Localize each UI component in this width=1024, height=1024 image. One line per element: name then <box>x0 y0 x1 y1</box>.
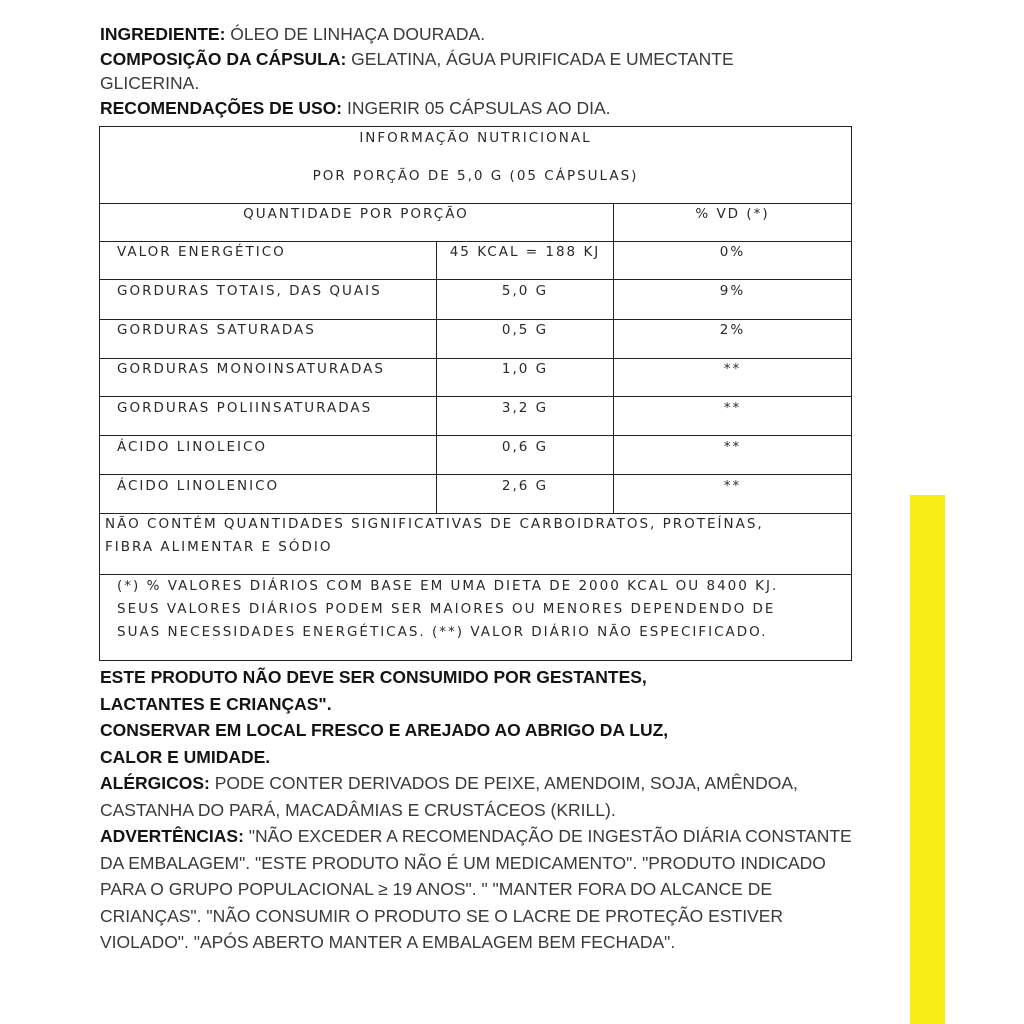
advertencias-label: ADVERTÊNCIAS: <box>100 826 244 846</box>
nutrient-qty: 3,2 G <box>501 400 549 416</box>
nutrition-portion: POR PORÇÃO DE 5,0 G (05 CÁPSULAS) <box>312 168 639 184</box>
composicao-text: GELATINA, ÁGUA PURIFICADA E UMECTANTE GLICERINA. <box>100 48 734 93</box>
recomendacoes-text: INGERIR 05 CÁPSULAS AO DIA. <box>342 97 611 118</box>
nutrient-vd: 2% <box>719 322 746 338</box>
ingredients-block <box>100 22 860 120</box>
nutrient-qty: 0,6 G <box>501 439 549 455</box>
nutrient-vd: 0% <box>719 244 746 260</box>
advertencias-paragraph <box>100 823 860 956</box>
footnote-line2: SEUS VALORES DIÁRIOS PODEM SER MAIORES OU MENORES DEPENDENDO DE <box>117 601 776 617</box>
nutrient-vd: ** <box>723 400 742 416</box>
nutrient-qty: 2,6 G <box>501 478 549 494</box>
nutrient-name: GORDURAS SATURADAS <box>117 322 316 338</box>
nutrient-name: ÁCIDO LINOLENICO <box>117 478 280 494</box>
nutrient-vd: ** <box>723 361 742 377</box>
alergicos-paragraph <box>100 770 860 823</box>
nutrient-name: ÁCIDO LINOLEICO <box>117 439 268 455</box>
nutrient-vd: ** <box>723 439 742 455</box>
header-quantity: QUANTIDADE POR PORÇÃO <box>243 206 469 222</box>
header-vd: % VD (*) <box>695 206 770 222</box>
footnote-line3-text: SUAS NECESSIDADES ENERGÉTICAS. <box>117 624 426 640</box>
nutrient-qty: 45 KCAL = 188 KJ <box>449 244 601 260</box>
nutrient-name: VALOR ENERGÉTICO <box>117 244 286 260</box>
recomendacoes-line <box>100 96 860 121</box>
nutrient-name: GORDURAS MONOINSATURADAS <box>117 361 385 377</box>
nutrient-qty: 1,0 G <box>501 361 549 377</box>
warning-pregnant-line2: LACTANTES E CRIANÇAS". <box>100 693 332 714</box>
ingrediente-label: INGREDIENTE: <box>100 24 226 44</box>
nutrition-table <box>99 126 852 661</box>
nutrient-qty: 0,5 G <box>501 322 549 338</box>
alergicos-label: ALÉRGICOS: <box>100 773 210 793</box>
nutrition-note-line1: NÃO CONTÉM QUANTIDADES SIGNIFICATIVAS DE CARBOIDRATOS, PROTEÍNAS, <box>105 516 764 532</box>
yellow-accent-bar <box>910 495 945 1024</box>
ingrediente-line <box>100 22 860 47</box>
alergicos-text: PODE CONTER DERIVADOS DE PEIXE, AMENDOIM, SOJA, AMÊNDOA, CASTANHA DO PARÁ, MACADÂMIAS E CRUSTÁCEOS (KRILL). <box>100 773 798 820</box>
advertencias-text: "NÃO EXCEDER A RECOMENDAÇÃO DE INGESTÃO DIÁRIA CONSTANTE DA EMBALAGEM". "ESTE PRODUTO NÃO É UM MEDICAMENTO". "PRODUTO INDICADO PARA O GRUPO POPULACIONAL ≥ 19 ANOS". " "MANTER FORA DO ALCANCE DE CRIANÇAS". "NÃO CONSUMIR O PRODUTO SE O LACRE DE PROTEÇÃO ESTIVER VIOLADO". "APÓS ABERTO MANTER A EMBALAGEM BEM FECHADA". <box>100 826 852 952</box>
storage-line2: CALOR E UMIDADE. <box>100 746 271 767</box>
nutrition-title: INFORMAÇÃO NUTRICIONAL <box>359 130 592 146</box>
nutrient-qty: 5,0 G <box>501 283 549 299</box>
nutrient-name: GORDURAS POLIINSATURADAS <box>117 400 373 416</box>
warning-pregnant-line1: ESTE PRODUTO NÃO DEVE SER CONSUMIDO POR GESTANTES, <box>100 667 647 687</box>
ingrediente-text: ÓLEO DE LINHAÇA DOURADA. <box>225 24 486 44</box>
composicao-label: COMPOSIÇÃO DA CÁPSULA: <box>100 48 347 69</box>
recomendacoes-label: RECOMENDAÇÕES DE USO: <box>100 97 343 118</box>
nutrition-note-line2: FIBRA ALIMENTAR E SÓDIO <box>105 539 333 555</box>
nutrient-vd: 9% <box>719 283 746 299</box>
footnote-line1: (*) % VALORES DIÁRIOS COM BASE EM UMA DIETA DE 2000 KCAL OU 8400 KJ. <box>117 578 779 594</box>
nutrient-vd: ** <box>723 478 742 494</box>
storage-line1: CONSERVAR EM LOCAL FRESCO E AREJADO AO ABRIGO DA LUZ, <box>100 720 669 740</box>
composicao-line <box>100 47 815 96</box>
nutrient-name: GORDURAS TOTAIS, DAS QUAIS <box>117 283 382 299</box>
warnings-block <box>100 664 870 956</box>
footnote-line3-extra: (**) VALOR DIÁRIO NÃO ESPECIFICADO. <box>432 624 768 640</box>
footnote-line3 <box>117 622 850 642</box>
